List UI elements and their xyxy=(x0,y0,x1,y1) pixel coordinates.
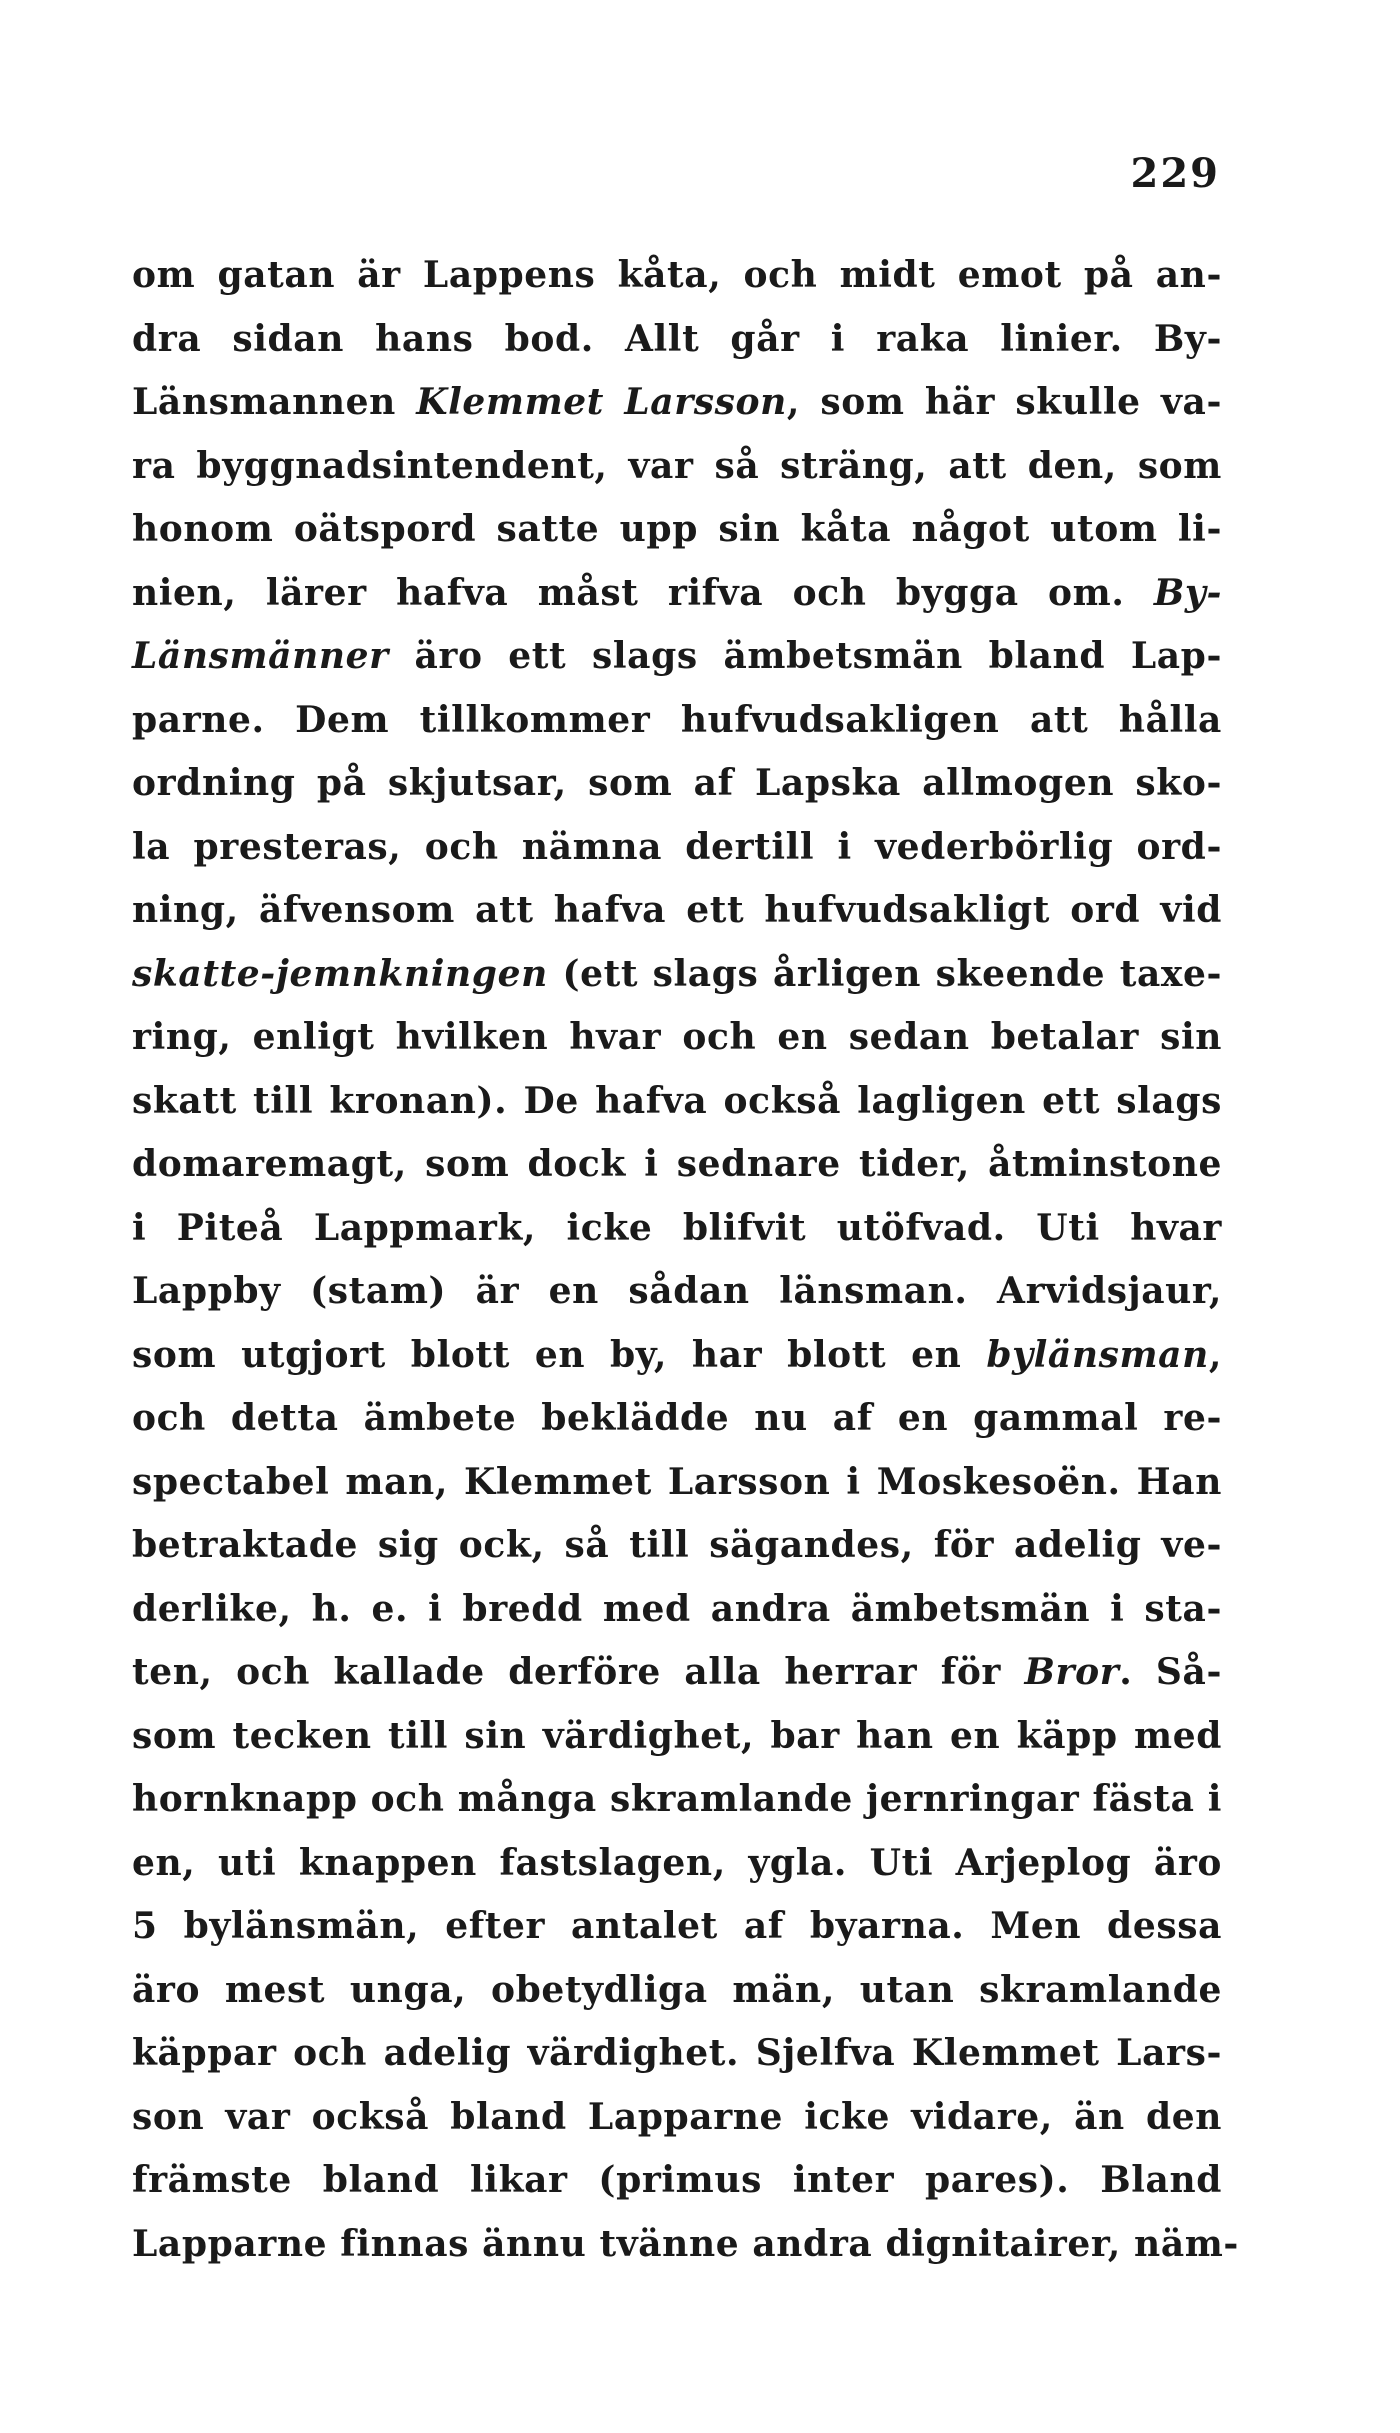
text-line xyxy=(132,1324,1222,1388)
text-span: dra sidan hans bod. Allt går i raka linier. By- xyxy=(132,317,1222,360)
text-line xyxy=(132,816,1222,880)
italic-text-span: bylänsman xyxy=(986,1333,1209,1376)
italic-text-span: skatte-jemnkningen xyxy=(132,952,548,995)
text-span: derlike, h. e. i bredd med andra ämbetsmän i sta- xyxy=(132,1587,1222,1630)
text-line xyxy=(132,1387,1222,1451)
body-text xyxy=(132,244,1239,2276)
text-span: ten, och kallade derföre alla herrar för xyxy=(132,1651,1025,1693)
text-span: (ett slags årligen skeende taxe- xyxy=(547,952,1222,995)
text-span: om gatan är Lappens kåta, och midt emot på an- xyxy=(132,254,1222,296)
text-span: som utgjort blott en by, har blott en xyxy=(132,1333,987,1376)
text-line xyxy=(132,2022,1222,2086)
text-line xyxy=(132,1578,1222,1642)
text-span: 5 bylänsmän, efter antalet af byarna. Men dessa xyxy=(132,1905,1222,1947)
text-span: och detta ämbete beklädde nu af en gammal re- xyxy=(132,1397,1222,1439)
text-line xyxy=(132,752,1222,816)
text-line xyxy=(132,1133,1222,1197)
text-line xyxy=(132,1514,1222,1578)
text-span: ra byggnadsintendent, var så sträng, att den, som xyxy=(132,444,1222,487)
text-line xyxy=(132,1070,1222,1134)
text-line xyxy=(132,625,1222,689)
text-span: hornknapp och många skramlande jernringar fästa i xyxy=(132,1778,1222,1820)
text-span: betraktade sig ock, så till sägandes, för adelig ve- xyxy=(132,1524,1222,1566)
text-span: Länsmannen xyxy=(132,381,417,423)
text-span: domaremagt, som dock i sednare tider, åtminstone xyxy=(132,1143,1222,1185)
text-span: la presteras, och nämna dertill i vederbörlig ord- xyxy=(132,825,1222,868)
page-number: 229 xyxy=(1130,150,1220,197)
text-line xyxy=(132,244,1222,308)
text-span: nien, lärer hafva måst rifva och bygga om. xyxy=(132,571,1154,614)
italic-text-span: Klemmet Larsson xyxy=(416,381,787,423)
text-line xyxy=(132,1705,1222,1769)
text-line xyxy=(132,1260,1222,1324)
text-span: en, uti knappen fastslagen, ygla. Uti Arjeplog äro xyxy=(132,1841,1222,1884)
text-span: äro ett slags ämbetsmän bland Lap- xyxy=(388,635,1222,677)
text-line xyxy=(132,879,1222,943)
text-line xyxy=(132,1641,1222,1705)
text-line xyxy=(132,1197,1222,1261)
text-line xyxy=(132,1832,1222,1896)
text-span: . Så- xyxy=(1119,1651,1222,1693)
text-line xyxy=(132,2086,1222,2150)
text-span: ordning på skjutsar, som af Lapska allmogen sko- xyxy=(132,762,1222,804)
text-line xyxy=(132,2149,1222,2213)
text-line xyxy=(132,1895,1222,1959)
text-line xyxy=(132,689,1222,753)
text-line xyxy=(132,308,1222,372)
text-line xyxy=(132,1768,1222,1832)
text-line xyxy=(132,1959,1222,2023)
text-line xyxy=(132,562,1222,626)
text-span: , xyxy=(1208,1333,1222,1376)
text-span: skatt till kronan). De hafva också lagligen ett slags xyxy=(132,1079,1222,1122)
text-span: käppar och adelig värdighet. Sjelfva Klemmet Lars- xyxy=(132,2032,1222,2074)
text-line xyxy=(132,498,1222,562)
text-span: ring, enligt hvilken hvar och en sedan betalar sin xyxy=(132,1016,1222,1058)
text-line xyxy=(132,1006,1222,1070)
text-line xyxy=(132,943,1222,1007)
text-span: parne. Dem tillkommer hufvudsakligen att hålla xyxy=(132,698,1222,741)
text-span: som tecken till sin värdighet, bar han en käpp med xyxy=(132,1714,1222,1757)
text-span: främste bland likar (primus inter pares). Bland xyxy=(132,2159,1222,2201)
text-line xyxy=(132,435,1222,499)
italic-text-span: By- xyxy=(1153,571,1222,614)
text-line xyxy=(132,2213,1239,2277)
text-span: son var också bland Lapparne icke vidare, än den xyxy=(132,2095,1222,2138)
text-span: äro mest unga, obetydliga män, utan skramlande xyxy=(132,1968,1222,2011)
text-line xyxy=(132,371,1222,435)
text-span: Lapparne finnas ännu tvänne andra dignitairer, näm- xyxy=(132,2222,1239,2265)
text-line xyxy=(132,1451,1222,1515)
text-span: Lappby (stam) är en sådan länsman. Arvidsjaur, xyxy=(132,1270,1222,1312)
text-span: spectabel man, Klemmet Larsson i Moskesoën. Han xyxy=(132,1460,1222,1503)
italic-text-span: Länsmänner xyxy=(132,635,389,677)
text-span: ning, äfvensom att hafva ett hufvudsakligt ord vid xyxy=(132,889,1222,931)
text-span: , som här skulle va- xyxy=(786,381,1222,423)
text-span: i Piteå Lappmark, icke blifvit utöfvad. Uti hvar xyxy=(132,1206,1222,1249)
text-span: honom oätspord satte upp sin kåta något utom li- xyxy=(132,508,1222,550)
italic-text-span: Bror xyxy=(1024,1651,1120,1693)
